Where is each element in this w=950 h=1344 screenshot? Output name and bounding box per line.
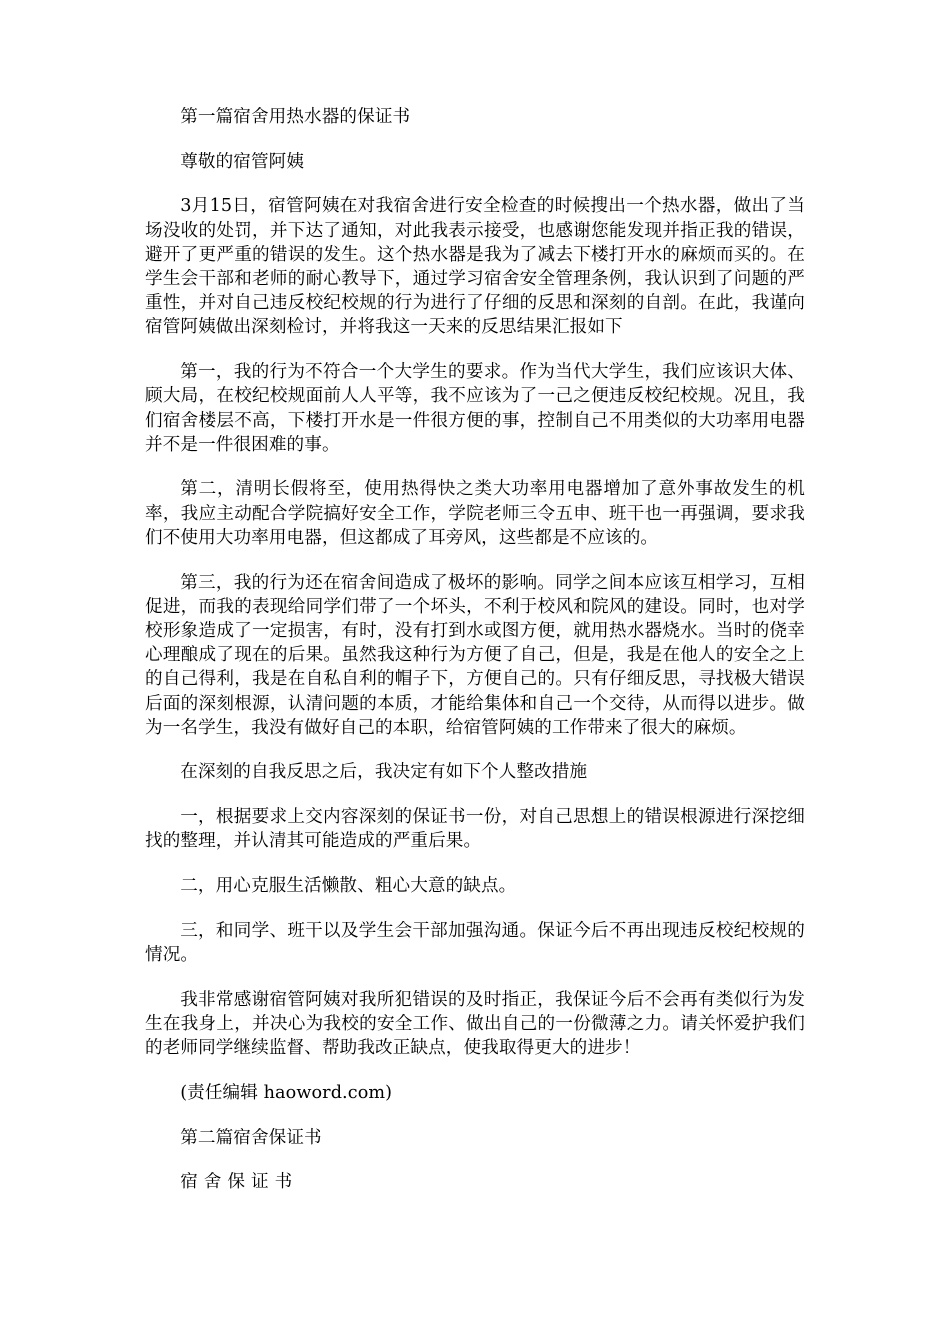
salutation: 尊敬的宿管阿姨 — [180, 151, 305, 172]
body-paragraph: 第三，我的行为还在宿舍间造成了极坏的影响。同学之间本应该互相学习，互相促进，而我的表现给同学们带了一个坏头，不利于校风和院风的建设。同时，也对学校形象造成了一定损害，有时，没有打到水或图方便，就用热水器烧水。当时的侥幸心理酿成了现在的后果。虽然我这种行为方便了自己，但是，我是在他人的安全之上的自己得利，我是在自私自利的帽子下，方便自己的。只有仔细反思，寻找极大错误后面的深刻根源，认清问题的本质，才能给集体和自己一个交待，从而得以进步。做为一名学生，我没有做好自己的本职，给宿管阿姨的工作带来了很大的麻烦。 — [145, 572, 805, 738]
section-subtitle: 宿舍保证书 — [180, 1172, 299, 1193]
body-paragraph: 在深刻的自我反思之后，我决定有如下个人整改措施 — [180, 762, 588, 783]
section-title-1: 第一篇宿舍用热水器的保证书 — [180, 107, 411, 127]
body-paragraph: 3月15日，宿管阿姨在对我宿舍进行安全检查的时候搜出一个热水器，做出了当场没收的处罚，并下达了通知，对此我表示接受，也感谢您能发现并指正我的错误，避开了更严重的错误的发生。这个热水器是我为了减去下楼打开水的麻烦而买的。在学生会干部和老师的耐心教导下，通过学习宿舍安全管理条例，我认识到了问题的严重性，并对自己违反校纪校规的行为进行了仔细的反思和深刻的自剖。在此，我谨向宿管阿姨做出深刻检讨，并将我这一天来的反思结果汇报如下 — [145, 196, 805, 338]
body-paragraph: 第一，我的行为不符合一个大学生的要求。作为当代大学生，我们应该识大体、顾大局，在校纪校规面前人人平等，我不应该为了一己之便违反校纪校规。况且，我们宿舍楼层不高，下楼打开水是一件很方便的事，控制自己不用类似的大功率用电器并不是一件很困难的事。 — [145, 362, 805, 455]
editor-credit: (责任编辑 haoword.com) — [180, 1082, 393, 1103]
measure-item: 三，和同学、班干以及学生会干部加强沟通。保证今后不再出现违反校纪校规的情况。 — [145, 920, 805, 965]
section-title-2: 第二篇宿舍保证书 — [180, 1127, 322, 1148]
measure-item: 二，用心克服生活懒散、粗心大意的缺点。 — [180, 876, 517, 897]
body-paragraph: 第二，清明长假将至，使用热得快之类大功率用电器增加了意外事故发生的机率，我应主动配合学院搞好安全工作，学院老师三令五申、班干也一再强调，要求我们不使用大功率用电器，但这都成了耳旁风，这些都是不应该的。 — [145, 479, 805, 548]
measure-item: 一，根据要求上交内容深刻的保证书一份，对自己思想上的错误根源进行深挖细找的整理，并认清其可能造成的严重后果。 — [145, 807, 805, 852]
closing-paragraph: 我非常感谢宿管阿姨对我所犯错误的及时指正，我保证今后不会再有类似行为发生在我身上，并决心为我校的安全工作、做出自己的一份微薄之力。请关怀爱护我们的老师同学继续监督、帮助我改正缺点，使我取得更大的进步！ — [145, 989, 805, 1059]
document-page — [145, 105, 805, 1215]
